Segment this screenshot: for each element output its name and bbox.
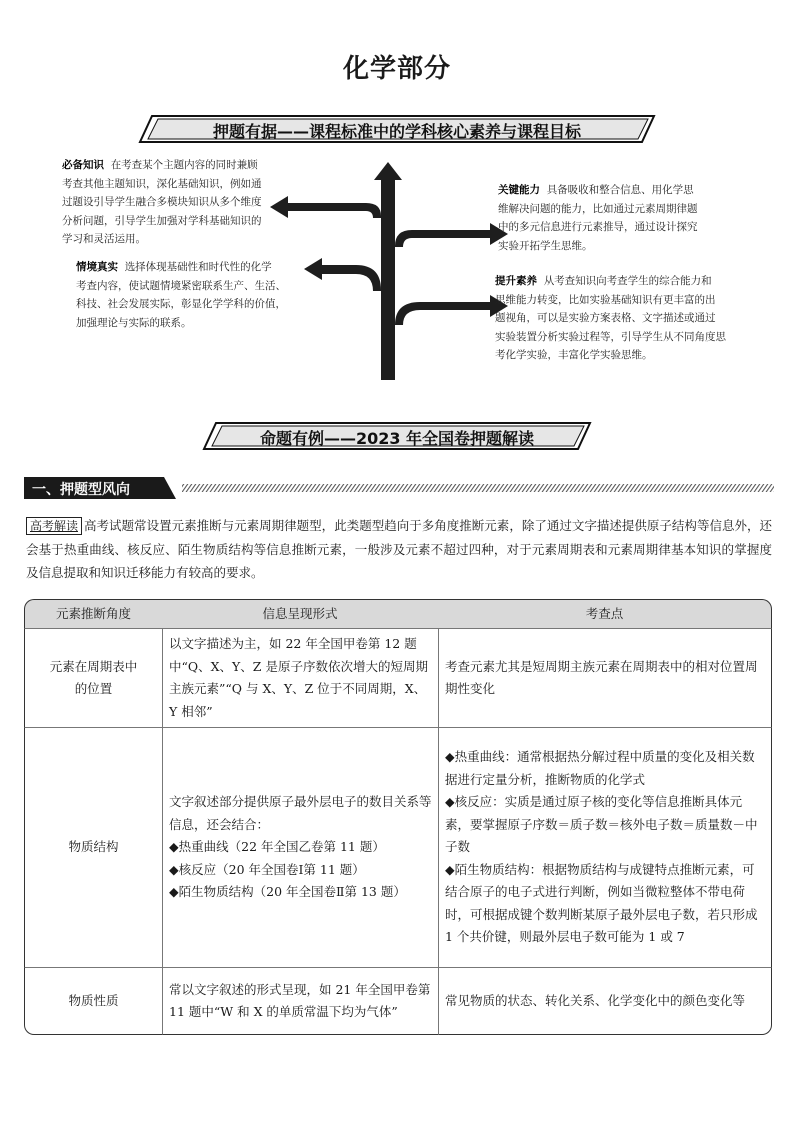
literacy-label: 关键能力 [498,184,540,196]
table-header-points: 考查点 [438,599,772,628]
table-header-row [24,599,772,628]
literacy-block-literacy-upgrade [495,272,750,365]
table-cell-angle [24,727,162,967]
table-header-form: 信息呈现形式 [162,599,438,628]
literacy-line: 实验开拓学生思维。 [498,239,593,252]
literacy-line: 科技、社会发展实际，彰显化学学科的价值， [76,298,286,310]
literacy-block-essential-knowledge [62,156,302,249]
point-item: ◆核反应：实质是通过原子核的变化等信息推断具体元素，要掌握原子序数＝质子数＝核外电子数＝质量数－中子数 [445,794,758,855]
section-heading-bar [24,477,776,499]
table-header-angle: 元素推断角度 [24,599,162,628]
literacy-line: 题视角，可以是实验方案表格、文字描述或通过 [495,312,716,324]
table-row [24,967,772,1035]
banner-course-standard-text: 押题有据——课程标准中的学科核心素养与课程目标 [212,122,581,141]
banner-exam-examples-text: 命题有例——2023 年全国卷押题解读 [259,429,535,448]
literacy-line: 维解决问题的能力，比如通过元素周期律题 [498,202,698,215]
literacy-line: 考化学实验，丰富化学实验思维。 [495,349,653,361]
table-cell-points [438,727,772,967]
exam-interpretation-badge: 高考解读 [26,517,82,535]
literacy-line: 考查内容，使试题情境紧密联系生产、生活、 [76,279,286,292]
table-row [24,628,772,727]
literacy-label: 必备知识 [62,159,104,171]
section-heading-decor [24,477,776,499]
literacy-line: 考查其他主题知识，深化基础知识，例如通 [62,177,262,190]
section-heading-text: 一、押题型风向 [32,482,130,498]
literacy-block-key-ability [498,181,738,255]
literacy-line: 加强理论与实际的联系。 [76,316,192,329]
table-row [24,727,772,967]
page-title: 化学部分 [342,54,451,84]
literacy-line: 思维能力转变，比如实验基础知识有更丰富的出 [495,293,716,306]
literacy-line: 学习和灵活运用。 [62,233,146,245]
literacy-line: 中的多元信息进行元素推导，通过设计探究 [498,221,698,233]
literacy-line: 在考查某个主题内容的同时兼顾 [110,159,258,171]
intro-paragraph [26,514,772,585]
banner-exam-examples [202,421,592,451]
form-item: ◆陌生物质结构（20 年全国卷Ⅱ第 13 题） [169,884,406,900]
point-item: ◆陌生物质结构：根据物质结构与成键特点推断元素，可结合原子的电子式进行判断，例如当微粒整体不带电荷时，可根据成键个数判断某原子最外层电子数，若只形成 1 个共价键，则最外层电子数可能为 1 或 7 [445,861,758,945]
angle-line: 的位置 [74,681,113,696]
element-inference-table [24,599,772,1035]
intro-text: 高考试题常设置元素推断与元素周期律题型，此类题型趋向于多角度推断元素，除了通过文字描述提供原子结构等信息外，还会基于热重曲线、核反应、陌生物质结构等信息推断元素，一般涉及元素不超过四种，对于元素周期表和元素周期律基本知识的掌握度及信息提取和知识迁移能力有较高的要求。 [26,518,772,580]
table-cell-angle [24,967,162,1035]
angle-line: 元素在周期表中 [49,658,138,674]
literacy-line: 实验装置分析实验过程等，引导学生从不同角度思 [495,330,726,343]
literacy-label: 提升素养 [495,275,537,287]
literacy-label: 情境真实 [76,261,118,273]
form-item: ◆核反应（20 年全国卷Ⅰ第 11 题） [169,861,365,877]
table-cell-points: 常见物质的状态、转化关系、化学变化中的颜色变化等 [438,967,772,1035]
angle-line: 物质结构 [68,839,119,855]
literacy-line: 具备吸收和整合信息、用化学思 [546,184,694,196]
banner-course-standard [138,114,656,144]
literacy-line: 选择体现基础性和时代性的化学 [124,261,272,273]
table-cell-angle [24,628,162,727]
literacy-line: 从考查知识向考查学生的综合能力和 [543,275,712,287]
table-cell-form: 以文字描述为主，如 22 年全国甲卷第 12 题中“Q、X、Y、Z 是原子序数依次增大的短周期主族元素”“Q 与 X、Y、Z 位于不同周期，X、Y 相邻” [162,628,438,727]
table-cell-points: 考查元素尤其是短周期主族元素在周期表中的相对位置周期性变化 [438,628,772,727]
angle-line: 物质性质 [68,992,119,1008]
table-cell-form: 常以文字叙述的形式呈现，如 21 年全国甲卷第 11 题中“W 和 X 的单质常温下均为气体” [162,967,438,1035]
literacy-line: 分析问题，引导学生加强对学科基础知识的 [62,214,262,227]
form-intro: 文字叙述部分提供原子最外层电子的数目关系等信息，还会结合： [169,794,432,832]
literacy-line: 过题设引导学生融合多模块知识从多个维度 [62,196,262,208]
form-item: ◆热重曲线（22 年全国乙卷第 11 题） [169,839,385,855]
point-item: ◆热重曲线：通常根据热分解过程中质量的变化及相关数据进行定量分析，推断物质的化学式 [445,749,755,787]
literacy-block-real-context [76,258,306,332]
table-cell-form [162,727,438,967]
